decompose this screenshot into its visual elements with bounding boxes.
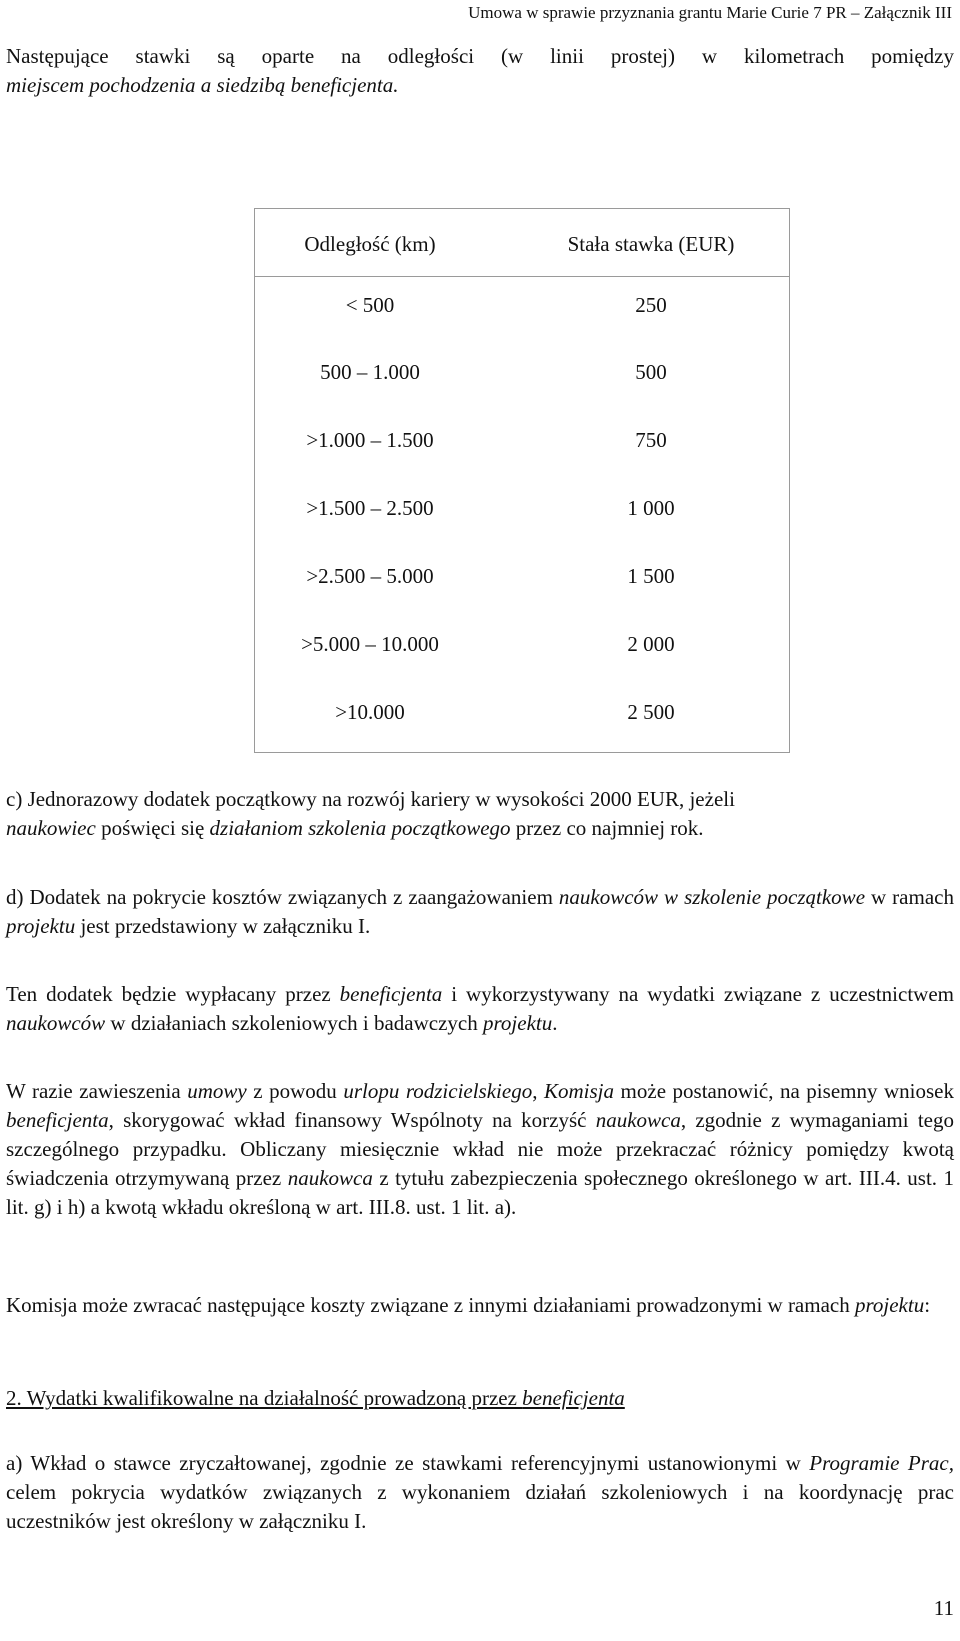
- table-row: [255, 697, 789, 727]
- running-header: Umowa w sprawie przyznania grantu Marie Curie 7 PR – Załącznik III: [468, 3, 952, 22]
- intro-line-1: Następujące stawki są oparte na odległości (w linii prostej) w kilometrach pomiędzy: [6, 44, 954, 68]
- rate-cell: 250: [635, 293, 667, 317]
- distance-cell: < 500: [345, 293, 395, 317]
- page-number: 11: [933, 1596, 954, 1620]
- rate-cell: 1 500: [627, 564, 675, 588]
- rate-cell: 2 500: [627, 700, 675, 724]
- table-row: [255, 290, 789, 320]
- distance-cell: >5.000 – 10.000: [301, 632, 439, 656]
- rate-cell: 2 000: [627, 632, 675, 656]
- suspension-paragraph: W razie zawieszenia umowy z powodu urlopu rodzicielskiego, Komisja może postanowić, na pisemny wniosek beneficjenta, skorygować wkład finansowy Wspólnoty na korzyść naukowca, zgodnie z wymaganiami tego szczególnego przypadku. Obliczany miesięcznie wkład nie może przekraczać różnicy pomiędzy kwotą świadczenia otrzymywaną przez naukowca z tytułu zabezpieczenia społecznego określonego w art. III.4. ust. 1 lit. g) i h) a kwotą wkładu określoną w art. III.8. ust. 1 lit. a).: [6, 1079, 954, 1219]
- allowance-paragraph: Ten dodatek będzie wypłacany przez beneficjenta i wykorzystywany na wydatki związane z uczestnictwem naukowców w działaniach szkoleniowych i badawczych projektu.: [6, 982, 954, 1035]
- section-c: c) Jednorazowy dodatek początkowy na rozwój kariery w wysokości 2000 EUR, jeżeli naukowiec poświęci się działaniom szkolenia początkowego przez co najmniej rok.: [6, 787, 735, 840]
- distance-cell: >10.000: [335, 700, 405, 724]
- section-2-heading: 2. Wydatki kwalifikowalne na działalność prowadzoną przez beneficjenta: [6, 1386, 625, 1410]
- distance-cell: >2.500 – 5.000: [306, 564, 434, 588]
- section-d: d) Dodatek na pokrycie kosztów związanych z zaangażowaniem naukowców w szkolenie początkowe w ramach projektu jest przedstawiony w załączniku I.: [6, 885, 954, 938]
- intro-line-2: miejscem pochodzenia a siedzibą beneficjenta.: [6, 73, 399, 97]
- table-row: [255, 425, 789, 455]
- commission-paragraph: Komisja może zwracać następujące koszty związane z innymi działaniami prowadzonymi w ramach projektu:: [6, 1293, 931, 1317]
- rate-cell: 750: [635, 428, 667, 452]
- distance-cell: >1.500 – 2.500: [306, 496, 434, 520]
- header-rate: Stała stawka (EUR): [567, 232, 735, 256]
- table-row: [255, 561, 789, 591]
- table-row: [255, 493, 789, 523]
- distance-cell: >1.000 – 1.500: [306, 428, 434, 452]
- table-row: [255, 357, 789, 387]
- header-distance: Odległość (km): [304, 232, 436, 256]
- table-row: [255, 629, 789, 659]
- table-header-row: [255, 229, 789, 259]
- section-2a: a) Wkład o stawce zryczałtowanej, zgodnie ze stawkami referencyjnymi ustanowionymi w Programie Prac, celem pokrycia wydatków związanych z wykonaniem działań szkoleniowych i na koordynację prac uczestników jest określony w załączniku I.: [6, 1451, 954, 1533]
- rate-cell: 1 000: [627, 496, 675, 520]
- distance-cell: 500 – 1.000: [320, 360, 420, 384]
- table-divider: [255, 276, 789, 277]
- rate-cell: 500: [635, 360, 667, 384]
- rates-table: [254, 208, 790, 753]
